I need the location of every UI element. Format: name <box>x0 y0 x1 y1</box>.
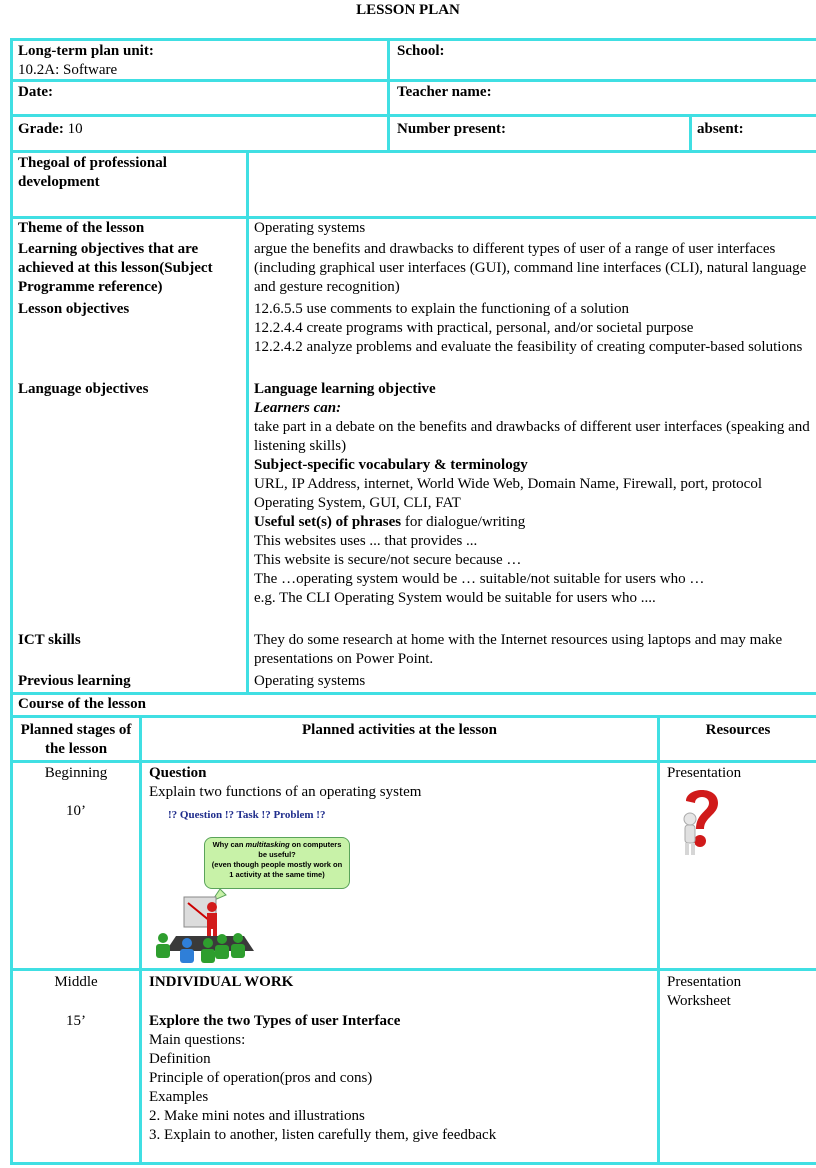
middle-resources <box>667 973 741 1011</box>
middle-resource: Worksheet <box>667 993 731 1009</box>
phrase: e.g. The CLI Operating System would be suitable for users who .... <box>254 590 656 606</box>
ict-skills-label: ICT skills <box>18 632 81 648</box>
grade-label: Grade: <box>18 121 64 137</box>
lesson-objectives-label: Lesson objectives <box>18 301 130 317</box>
beginning-text: Explain two functions of an operating system <box>149 784 422 800</box>
grade-field <box>18 120 83 139</box>
page-title: LESSON PLAN <box>356 2 460 18</box>
lesson-objectives-list <box>254 300 810 357</box>
ict-skills-value: They do some research at home with the Internet resources using laptops and may make presentations on Power Point. <box>254 632 783 667</box>
stage-beginning-time: 10’ <box>66 803 86 819</box>
phrases-heading <box>254 513 810 532</box>
unit-label: Long-term plan unit: <box>18 43 154 59</box>
absent-label: absent: <box>697 121 744 137</box>
activity-line: 2. Make mini notes and illustrations <box>149 1108 365 1124</box>
previous-learning-label: Previous learning <box>18 673 131 689</box>
goal-label: Thegoal of professional development <box>18 155 167 190</box>
vocabulary-heading: Subject-specific vocabulary & terminology <box>254 457 528 473</box>
col-header-activities: Planned activities at the lesson <box>302 722 497 738</box>
theme-value: Operating systems <box>254 220 366 236</box>
phrase: The …operating system would be … suitable/not suitable for users who … <box>254 571 705 587</box>
phrases-heading-bold: Useful set(s) of phrases <box>254 514 402 530</box>
middle-resource: Presentation <box>667 974 742 990</box>
activity-line: Definition <box>149 1051 211 1067</box>
bubble-emphasis: multitasking <box>245 840 290 849</box>
vocabulary-line: URL, IP Address, internet, World Wide Web, Domain Name, Firewall, port, protocol <box>254 476 763 492</box>
language-objectives-label: Language objectives <box>18 381 149 397</box>
question-mark-icon <box>676 783 726 858</box>
theme-label: Theme of the lesson <box>18 220 145 236</box>
middle-activity-list <box>149 1031 649 1145</box>
beginning-resource: Presentation <box>667 765 742 781</box>
lesson-objective: 12.2.4.4 create programs with practical, personal, and/or societal purpose <box>254 320 694 336</box>
phrases-heading-rest: for dialogue/writing <box>401 514 526 530</box>
learners-can: Learners can: <box>254 400 342 416</box>
question-task-banner: !? Question !? Task !? Problem !? <box>168 809 326 821</box>
audience-icon <box>150 805 360 965</box>
course-label: Course of the lesson <box>18 696 146 712</box>
middle-subheading: Explore the two Types of user Interface <box>149 1013 401 1029</box>
school-label: School: <box>397 43 445 59</box>
activity-line: 3. Explain to another, listen carefully them, give feedback <box>149 1127 497 1143</box>
col-header-resources: Resources <box>705 722 771 738</box>
bubble-pre: Why can <box>212 840 246 849</box>
learning-objectives-value: argue the benefits and drawbacks to different types of user of a range of user interfaces (including graphical user interfaces (GUI), command line interfaces (CLI), natural language and gesture recognition) <box>254 241 807 295</box>
activity-line: Main questions: <box>149 1032 246 1048</box>
vocabulary-line: Operating System, GUI, CLI, FAT <box>254 495 461 511</box>
date-label: Date: <box>18 84 53 100</box>
unit-value: 10.2A: Software <box>18 62 118 78</box>
present-label: Number present: <box>397 121 507 137</box>
bubble-post: on computers be useful? <box>258 840 342 859</box>
presenter-illustration <box>150 805 360 965</box>
beginning-heading: Question <box>149 765 207 781</box>
teacher-label: Teacher name: <box>397 84 492 100</box>
phrase: This websites uses ... that provides ... <box>254 533 478 549</box>
learning-objectives-label: Learning objectives that are achieved at this lesson(Subject Programme reference) <box>18 241 213 295</box>
col-header-stages: Planned stages of the lesson <box>20 722 132 757</box>
middle-heading: INDIVIDUAL WORK <box>149 974 294 990</box>
previous-learning-value: Operating systems <box>254 673 366 689</box>
phrase: This website is secure/not secure because … <box>254 552 522 568</box>
stage-beginning: Beginning <box>44 765 108 781</box>
activity-line: Examples <box>149 1089 209 1105</box>
grade-value: 10 <box>67 121 83 137</box>
language-heading: Language learning objective <box>254 381 436 397</box>
stage-middle: Middle <box>54 974 98 990</box>
lesson-objective: 12.6.5.5 use comments to explain the functioning of a solution <box>254 301 629 317</box>
stage-middle-time: 15’ <box>66 1013 86 1029</box>
lesson-objective: 12.2.4.2 analyze problems and evaluate the feasibility of creating computer-based solutions <box>254 339 803 355</box>
activity-line: Principle of operation(pros and cons) <box>149 1070 373 1086</box>
bubble-note: (even though people mostly work on 1 activity at the same time) <box>211 860 343 879</box>
language-objectives-content <box>254 380 810 608</box>
language-objective-text: take part in a debate on the benefits and drawbacks of different user interfaces (speaking and listening skills) <box>254 419 810 454</box>
